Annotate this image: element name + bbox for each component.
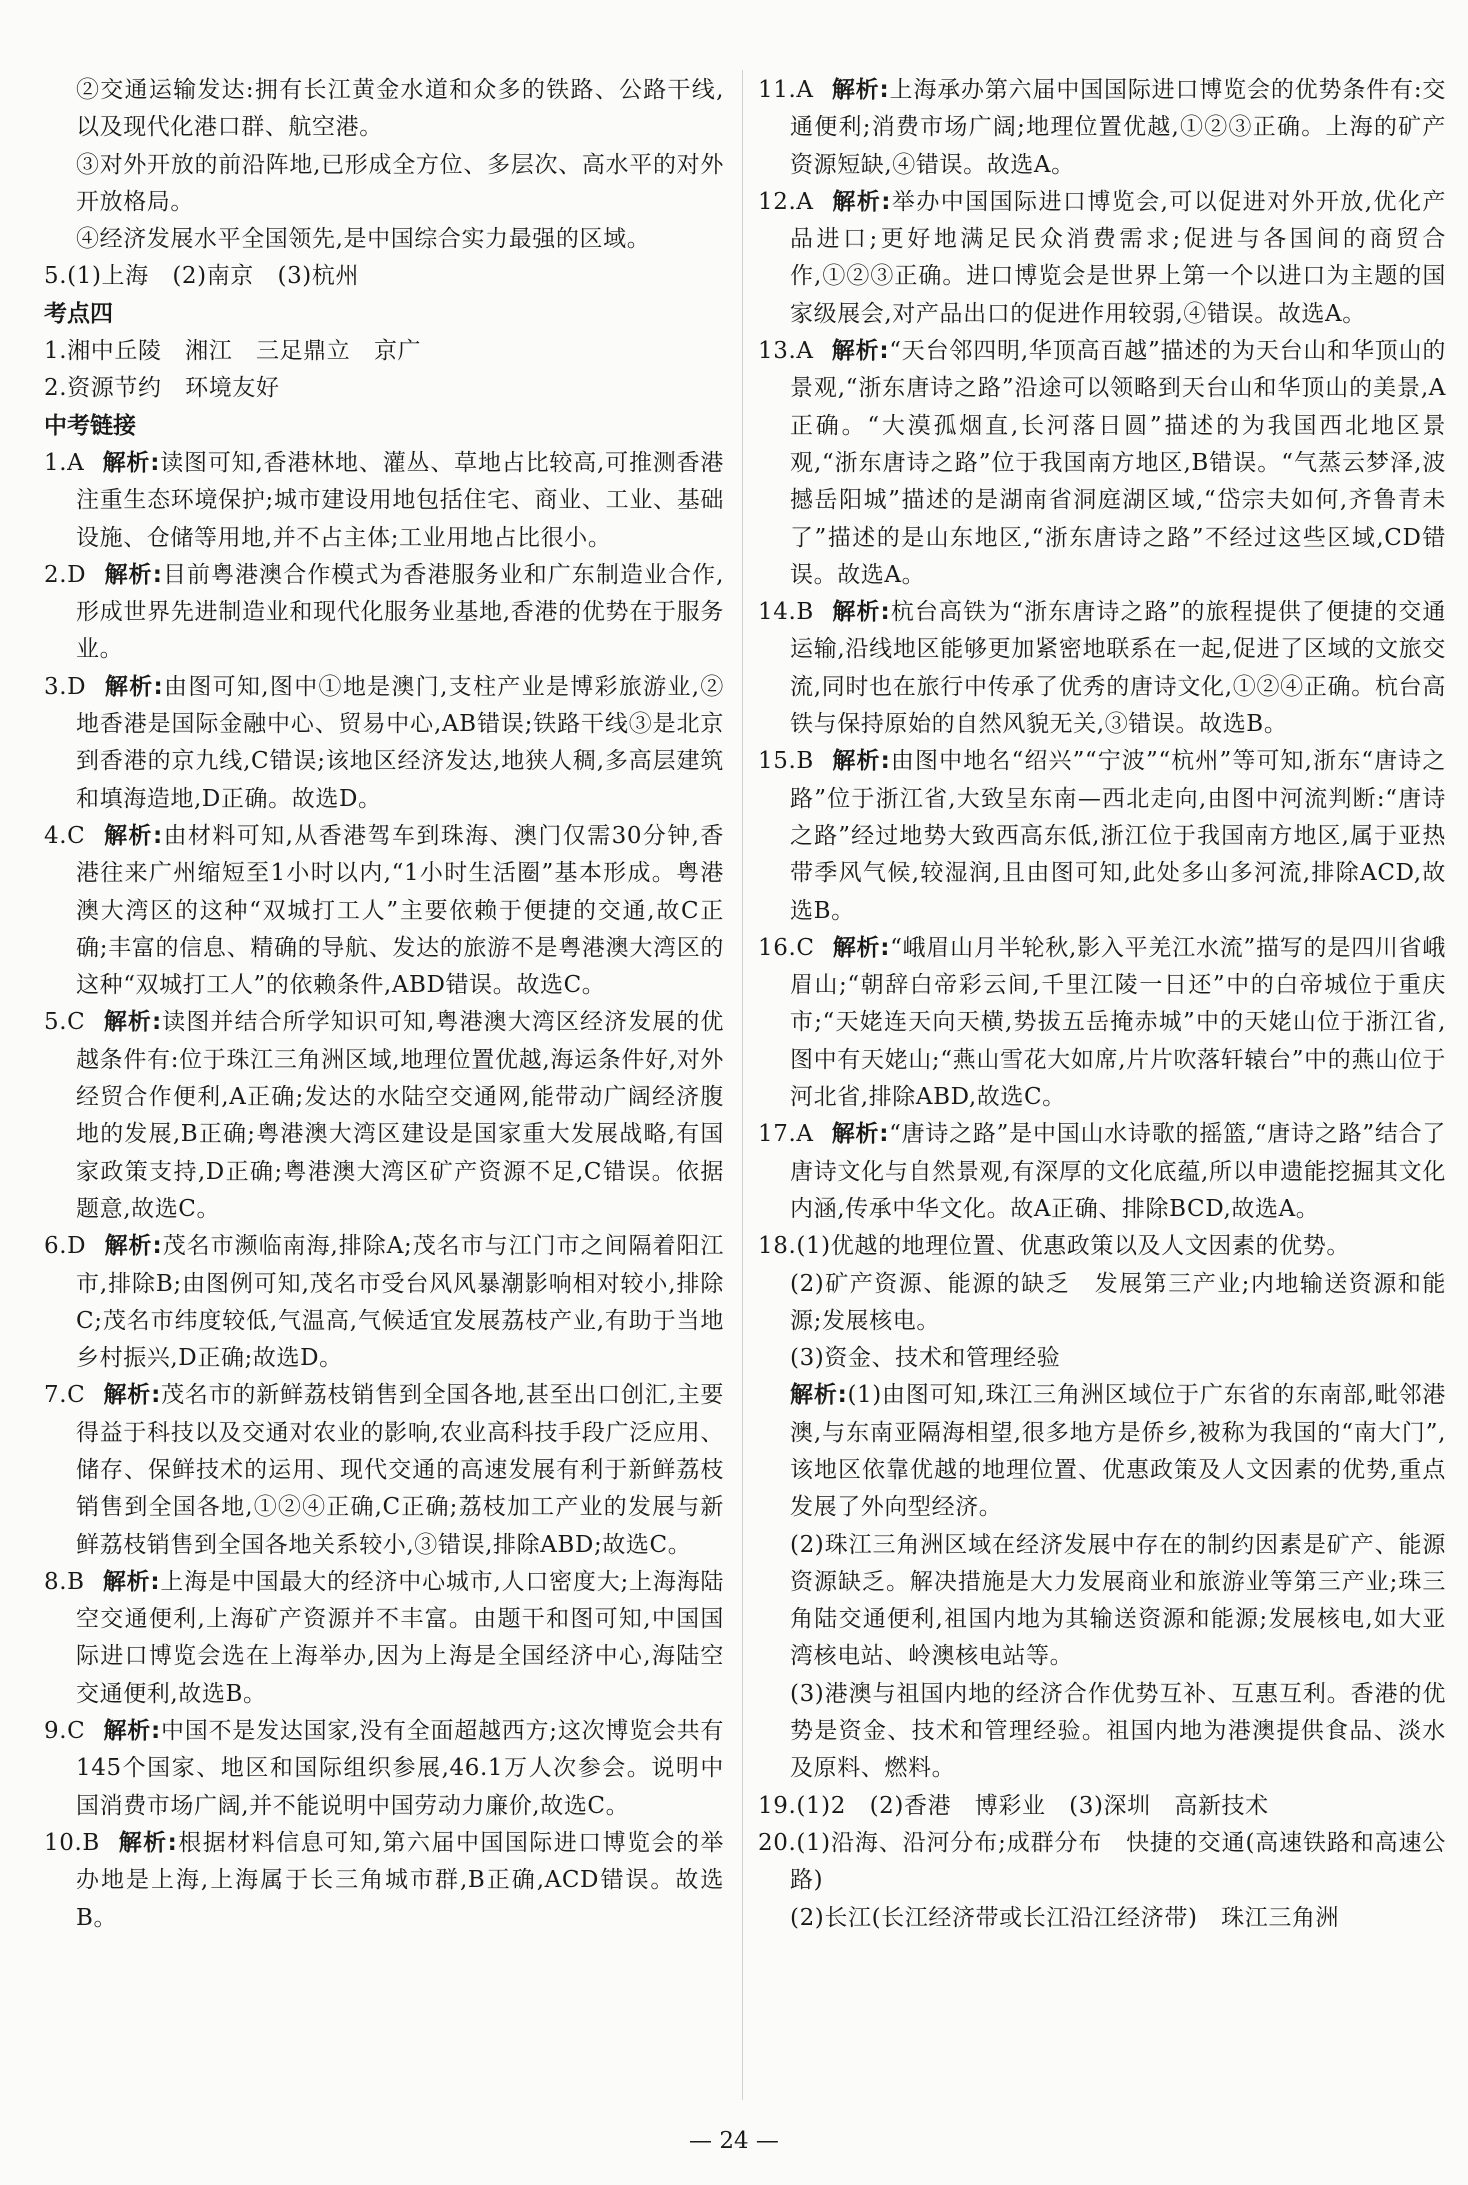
answer-number: 1.A — [44, 449, 85, 476]
analysis-label: 解析: — [103, 1718, 161, 1745]
answer-number: 14.B — [758, 599, 814, 626]
answer-item — [44, 1377, 724, 1563]
analysis-label: 解析: — [831, 748, 891, 775]
answer-number: 16.C — [758, 934, 815, 961]
answer-item — [758, 594, 1446, 743]
answer-number: 4.C — [44, 822, 86, 849]
analysis-text: 茂名市濒临南海,排除A;茂名市与江门市之间隔着阳江市,排除B;由图例可知,茂名市受台风风暴潮影响相对较小,排除C;茂名市纬度较低,气温高,气候适宜发展荔枝产业,有助于当地乡村振兴,D正确;故选D。 — [76, 1233, 724, 1372]
analysis-label: 解析: — [790, 1382, 848, 1409]
answer-number: 2.D — [44, 561, 87, 588]
answer-line: 1.湘中丘陵 湘江 三足鼎立 京广 — [44, 338, 422, 365]
analysis-text: 目前粤港澳合作模式为香港服务业和广东制造业合作,形成世界先进制造业和现代化服务业基地,香港的优势在于服务业。 — [76, 561, 724, 663]
analysis-text: 读图并结合所学知识可知,粤港澳大湾区经济发展的优越条件有:位于珠江三角洲区域,地理位置优越,海运条件好,对外经贸合作便利,A正确;发达的水陆空交通网,能带动广阔经济腹地的发展,B正确;粤港澳大湾区建设是国家重大发展战略,有国家政策支持,D正确;粤港澳大湾区矿产资源不足,C错误。依据题意,故选C。 — [76, 1009, 724, 1222]
analysis-label: 解析: — [831, 1121, 890, 1148]
answer-line: ②交通运输发达:拥有长江黄金水道和众多的铁路、公路干线,以及现代化港口群、航空港。 — [76, 77, 724, 141]
answer-number: 7.C — [44, 1382, 86, 1409]
column-divider — [742, 70, 743, 2100]
answer-line: 20.(1)沿海、沿河分布;成群分布 快捷的交通(高速铁路和高速公路) — [758, 1829, 1446, 1894]
answer-line: 18.(1)优越的地理位置、优惠政策以及人文因素的优势。 — [758, 1233, 1350, 1260]
analysis-text: (1)由图可知,珠江三角洲区域位于广东省的东南部,毗邻港澳,与东南亚隔海相望,很多地方是侨乡,被称为我国的“南大门”,该地区依靠优越的地理位置、优惠政策及人文因素的优势,重点发展了外向型经济。 — [790, 1382, 1446, 1521]
answer-line: ④经济发展水平全国领先,是中国综合实力最强的区域。 — [76, 226, 651, 253]
page-number: — 24 — — [689, 2128, 779, 2154]
answer-line: 5.(1)上海 (2)南京 (3)杭州 — [44, 263, 360, 290]
answer-number: 5.C — [44, 1009, 86, 1036]
answer-item — [44, 557, 724, 669]
analysis-label: 解析: — [831, 77, 890, 103]
answer-line: 19.(1)2 (2)香港 博彩业 (3)深圳 高新技术 — [758, 1792, 1269, 1819]
answer-line: (2)长江(长江经济带或长江沿江经济带) 珠江三角洲 — [790, 1904, 1340, 1931]
analysis-label: 解析: — [104, 561, 163, 588]
answer-item — [44, 1825, 724, 1937]
analysis-label: 解析: — [117, 1829, 178, 1856]
analysis-label: 解析: — [832, 934, 891, 961]
analysis-label: 解析: — [104, 673, 164, 700]
right-column — [758, 72, 1446, 1937]
analysis-text: 由材料可知,从香港驾车到珠海、澳门仅需30分钟,香港往来广州缩短至1小时以内,“1小时生活圈”基本形成。粤港澳大湾区的这种“双城打工人”主要依赖于便捷的交通,故C正确;丰富的信息、精确的导航、发达的旅游不是粤港澳大湾区的这种“双城打工人”的依赖条件,ABD错误。故选C。 — [76, 822, 725, 999]
answer-number: 13.A — [758, 338, 814, 365]
analysis-label: 解析: — [831, 188, 892, 215]
analysis-text: 上海是中国最大的经济中心城市,人口密度大;上海海陆空交通便利,上海矿产资源并不丰富。由题干和图可知,中国国际进口博览会选在上海举办,因为上海是全国经济中心,海陆空交通便利,故选B。 — [76, 1568, 725, 1707]
answer-item — [758, 930, 1446, 1116]
answer-line: (3)资金、技术和管理经验 — [790, 1345, 1061, 1372]
answer-item — [44, 818, 724, 1004]
answer-item — [44, 1004, 724, 1228]
answer-number: 3.D — [44, 673, 87, 700]
answer-line: 2.资源节约 环境友好 — [44, 375, 280, 402]
answer-item — [758, 1116, 1446, 1228]
left-column — [44, 72, 724, 1937]
answer-item — [758, 333, 1446, 594]
analysis-label: 解析: — [831, 599, 891, 626]
analysis-label: 解析: — [102, 1568, 161, 1595]
answer-item — [44, 1228, 724, 1377]
analysis-text: 由图中地名“绍兴”“宁波”“杭州”等可知,浙东“唐诗之路”位于浙江省,大致呈东南—西北走向,由图中河流判断:“唐诗之路”经过地势大致西高东低,浙江位于我国南方地区,属于亚热带季风气候,较湿润,且由图可知,此处多山多河流,排除ACD,故选B。 — [790, 748, 1446, 924]
analysis-text: 读图可知,香港林地、灌丛、草地占比较高,可推测香港注重生态环境保护;城市建设用地包括住宅、商业、工业、基础设施、仓储等用地,并不占主体;工业用地占比很小。 — [76, 449, 725, 551]
analysis-text: 举办中国国际进口博览会,可以促进对外开放,优化产品进口;更好地满足民众消费需求;促进与各国间的商贸合作,①②③正确。进口博览会是世界上第一个以进口为主题的国家级展会,对产品出口的促进作用较弱,④错误。故选A。 — [790, 188, 1446, 327]
answer-number: 8.B — [44, 1568, 85, 1595]
answer-number: 12.A — [758, 188, 814, 215]
analysis-text: 中国不是发达国家,没有全面超越西方;这次博览会共有145个国家、地区和国际组织参展,46.1万人次参会。说明中国消费市场广阔,并不能说明中国劳动力廉价,故选C。 — [76, 1718, 725, 1819]
answer-number: 11.A — [758, 77, 814, 103]
answer-line: (2)珠江三角洲区域在经济发展中存在的制约因素是矿产、能源资源缺乏。解决措施是大力发展商业和旅游业等第三产业;珠三角陆交通便利,祖国内地为其输送资源和能源;发展核电,如大亚湾核电站、岭澳核电站等。 — [790, 1531, 1446, 1670]
analysis-label: 解析: — [102, 449, 161, 476]
section-heading: 考点四 — [44, 300, 113, 327]
analysis-text: “唐诗之路”是中国山水诗歌的摇篮,“唐诗之路”结合了唐诗文化与自然景观,有深厚的文化底蕴,所以申遗能挖掘其文化内涵,传承中华文化。故A正确、排除BCD,故选A。 — [790, 1121, 1446, 1222]
answer-item — [758, 72, 1446, 184]
answer-item — [758, 1377, 1446, 1526]
analysis-label: 解析: — [104, 1233, 163, 1260]
answer-item — [758, 184, 1446, 333]
analysis-label: 解析: — [831, 338, 890, 365]
answer-item — [44, 669, 724, 818]
answer-line: ③对外开放的前沿阵地,已形成全方位、多层次、高水平的对外开放格局。 — [76, 151, 724, 215]
answer-number: 9.C — [44, 1718, 86, 1745]
analysis-text: 杭台高铁为“浙东唐诗之路”的旅程提供了便捷的交通运输,沿线地区能够更加紧密地联系在一起,促进了区域的文旅交流,同时也在旅行中传承了优秀的唐诗文化,①②④正确。杭台高铁与保持原始的自然风貌无关,③错误。故选B。 — [790, 599, 1446, 738]
analysis-text: 上海承办第六届中国国际进口博览会的优势条件有:交通便利;消费市场广阔;地理位置优越,①②③正确。上海的矿产资源短缺,④错误。故选A。 — [790, 77, 1447, 178]
analysis-label: 解析: — [103, 1382, 161, 1409]
answer-item — [758, 743, 1446, 929]
analysis-text: “峨眉山月半轮秋,影入平羌江水流”描写的是四川省峨眉山;“朝辞白帝彩云间,千里江陵一日还”中的白帝城位于重庆市;“天姥连天向天横,势拔五岳掩赤城”中的天姥山位于浙江省,图中有天姥山;“燕山雪花大如席,片片吹落轩辕台”中的燕山位于河北省,排除ABD,故选C。 — [790, 934, 1447, 1111]
analysis-text: 根据材料信息可知,第六届中国国际进口博览会的举办地是上海,上海属于长三角城市群,B正确,ACD错误。故选B。 — [76, 1829, 724, 1931]
analysis-text: 茂名市的新鲜荔枝销售到全国各地,甚至出口创汇,主要得益于科技以及交通对农业的影响,农业高科技手段广泛应用、储存、保鲜技术的运用、现代交通的高速发展有利于新鲜荔枝销售到全国各地,①②④正确,C正确;荔枝加工产业的发展与新鲜荔枝销售到全国各地关系较小,③错误,排除ABD;故选C。 — [76, 1382, 725, 1558]
answer-number: 10.B — [44, 1829, 100, 1856]
answer-item — [44, 1713, 724, 1825]
analysis-label: 解析: — [103, 1009, 162, 1036]
analysis-text: 由图可知,图中①地是澳门,支柱产业是博彩旅游业,②地香港是国际金融中心、贸易中心,AB错误;铁路干线③是北京到香港的京九线,C错误;该地区经济发达,地狭人稠,多高层建筑和填海造地,D正确。故选D。 — [76, 673, 725, 812]
answer-line: (2)矿产资源、能源的缺乏 发展第三产业;内地输送资源和能源;发展核电。 — [790, 1270, 1446, 1334]
analysis-text: “天台邻四明,华顶高百越”描述的为天台山和华顶山的景观,“浙东唐诗之路”沿途可以领略到天台山和华顶山的美景,A正确。“大漠孤烟直,长河落日圆”描述的为我国西北地区景观,“浙东唐诗之路”位于我国南方地区,B错误。“气蒸云梦泽,波撼岳阳城”描述的是湖南省洞庭湖区域,“岱宗夫如何,齐鲁青未了”描述的是山东地区,“浙东唐诗之路”不经过这些区域,CD错误。故选A。 — [790, 338, 1447, 588]
answer-number: 6.D — [44, 1233, 87, 1260]
answer-number: 15.B — [758, 748, 814, 775]
analysis-label: 解析: — [103, 822, 163, 849]
answer-item — [44, 445, 724, 557]
answer-number: 17.A — [758, 1121, 814, 1148]
answer-line: (3)港澳与祖国内地的经济合作优势互补、互惠互利。香港的优势是资金、技术和管理经验。祖国内地为港澳提供食品、淡水及原料、燃料。 — [790, 1680, 1446, 1782]
section-heading: 中考链接 — [44, 412, 136, 439]
answer-item — [44, 1564, 724, 1713]
